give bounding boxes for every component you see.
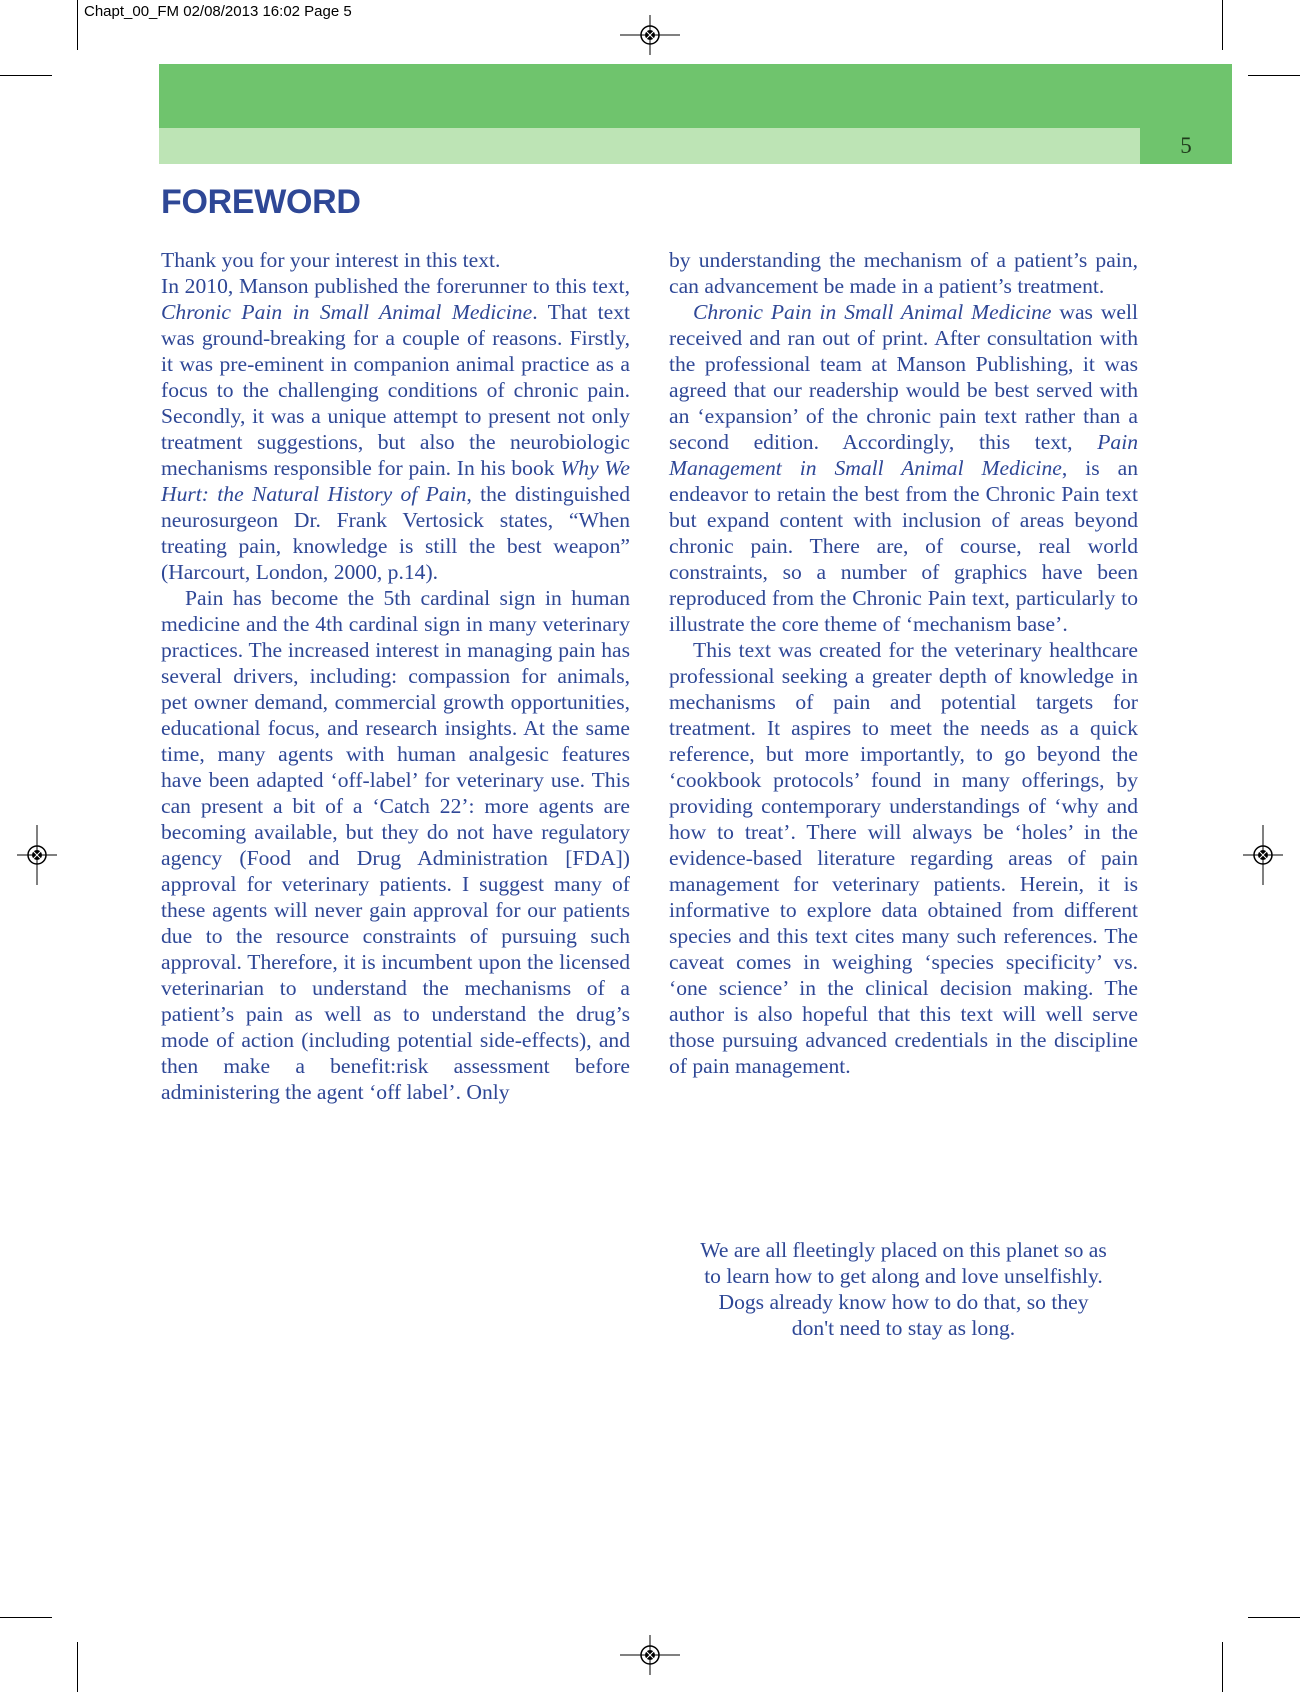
crop-mark-top-right-vertical (1222, 0, 1223, 50)
crop-mark-top-left-horizontal (0, 75, 52, 76)
paragraph: Pain has become the 5th cardinal sign in human medicine and the 4th cardinal sign in many veterinary practices. The increased interest in managing pain has several drivers, including: compassion for animals, pet owner demand, commercial growth opportunities, educational focus, and research insights. At the same time, many agents with human analgesic features have been adapted ‘off-label’ for veterinary use. This can present a bit of a ‘Catch 22’: more agents are becoming available, but they do not have regulatory agency (Food and Drug Administration [FDA]) approval for veterinary patients. I suggest many of these agents will never gain approval for our patients due to the resource constraints of pursuing such approval. Therefore, it is incumbent upon the licensed veterinarian to understand the mechanisms of a patient’s pain as well as to understand the drug’s mode of action (including potential side-effects), and then make a benefit:risk assessment before administering the agent ‘off label’. Only (161, 586, 630, 1104)
page-title: FOREWORD (161, 183, 361, 221)
quote-line: to learn how to get along and love unselfishly. (704, 1264, 1103, 1288)
header-light-strip (159, 128, 1140, 164)
crop-mark-bottom-right-horizontal (1248, 1617, 1300, 1618)
crop-mark-top-right-horizontal (1248, 75, 1300, 76)
quote-line: don't need to stay as long. (791, 1316, 1016, 1340)
book-title: Chronic Pain in Small Animal Medicine (693, 300, 1052, 324)
left-column (161, 247, 630, 1105)
paragraph: In 2010, Manson published the forerunner to this text, Chronic Pain in Small Animal Medicine. That text was ground-breaking for a couple of reasons. Firstly, it was pre-eminent in companion animal practice as a focus to the challenging conditions of chronic pain. Secondly, it was a unique attempt to present not only treatment suggestions, but also the neurobiologic mechanisms responsible for pain. In his book Why We Hurt: the Natural History of Pain, the distinguished neurosurgeon Dr. Frank Vertosick states, “When treating pain, knowledge is still the best weapon” (Harcourt, London, 2000, p.14). (161, 274, 630, 584)
crop-mark-bottom-left-vertical (77, 1642, 78, 1692)
paragraph: Thank you for your interest in this text. (161, 248, 501, 272)
paragraph: by understanding the mechanism of a patient’s pain, can advancement be made in a patient’s treatment. (669, 248, 1138, 298)
crop-mark-bottom-left-horizontal (0, 1617, 52, 1618)
closing-quote (669, 1237, 1138, 1341)
right-column (669, 247, 1138, 1079)
registration-mark-left-icon (17, 825, 57, 885)
quote-line: We are all fleetingly placed on this planet so as (700, 1238, 1107, 1262)
book-title: Why We Hurt: the Natural History of Pain (161, 456, 630, 506)
registration-mark-bottom-icon (620, 1635, 680, 1675)
paragraph: Chronic Pain in Small Animal Medicine was well received and ran out of print. After consultation with the professional team at Manson Publishing, it was agreed that our readership would be best served with an ‘expansion’ of the chronic pain text rather than a second edition. Accordingly, this text, Pain Management in Small Animal Medicine, is an endeavor to retain the best from the Chronic Pain text but expand content with inclusion of areas beyond chronic pain. There are, of course, real world constraints, so a number of graphics have been reproduced from the Chronic Pain text, particularly to illustrate the core theme of ‘mechanism base’. (669, 300, 1139, 636)
book-title: Chronic Pain in Small Animal Medicine (161, 300, 533, 324)
crop-mark-bottom-right-vertical (1222, 1642, 1223, 1692)
paragraph: This text was created for the veterinary healthcare professional seeking a greater depth of knowledge in mechanisms of pain and potential targets for treatment. It aspires to meet the needs as a quick reference, but more importantly, to go beyond the ‘cookbook protocols’ found in many offerings, by providing contemporary understandings of ‘why and how to treat’. There will always be ‘holes’ in the evidence-based literature regarding areas of pain management for veterinary patients. Herein, it is informative to explore data obtained from different species and this text cites many such references. The caveat comes in weighing ‘species specificity’ vs. ‘one science’ in the clinical decision making. The author is also hopeful that this text will well serve those pursuing advanced credentials in the discipline of pain management. (669, 638, 1138, 1078)
quote-line: Dogs already know how to do that, so they (718, 1290, 1089, 1314)
crop-mark-top-left-vertical (77, 0, 78, 50)
registration-mark-top-icon (620, 15, 680, 55)
book-title: Pain Management in Small Animal Medicine (669, 430, 1138, 480)
printer-slug: Chapt_00_FM 02/08/2013 16:02 Page 5 (84, 3, 352, 20)
page-number: 5 (1180, 133, 1192, 158)
registration-mark-right-icon (1243, 825, 1283, 885)
